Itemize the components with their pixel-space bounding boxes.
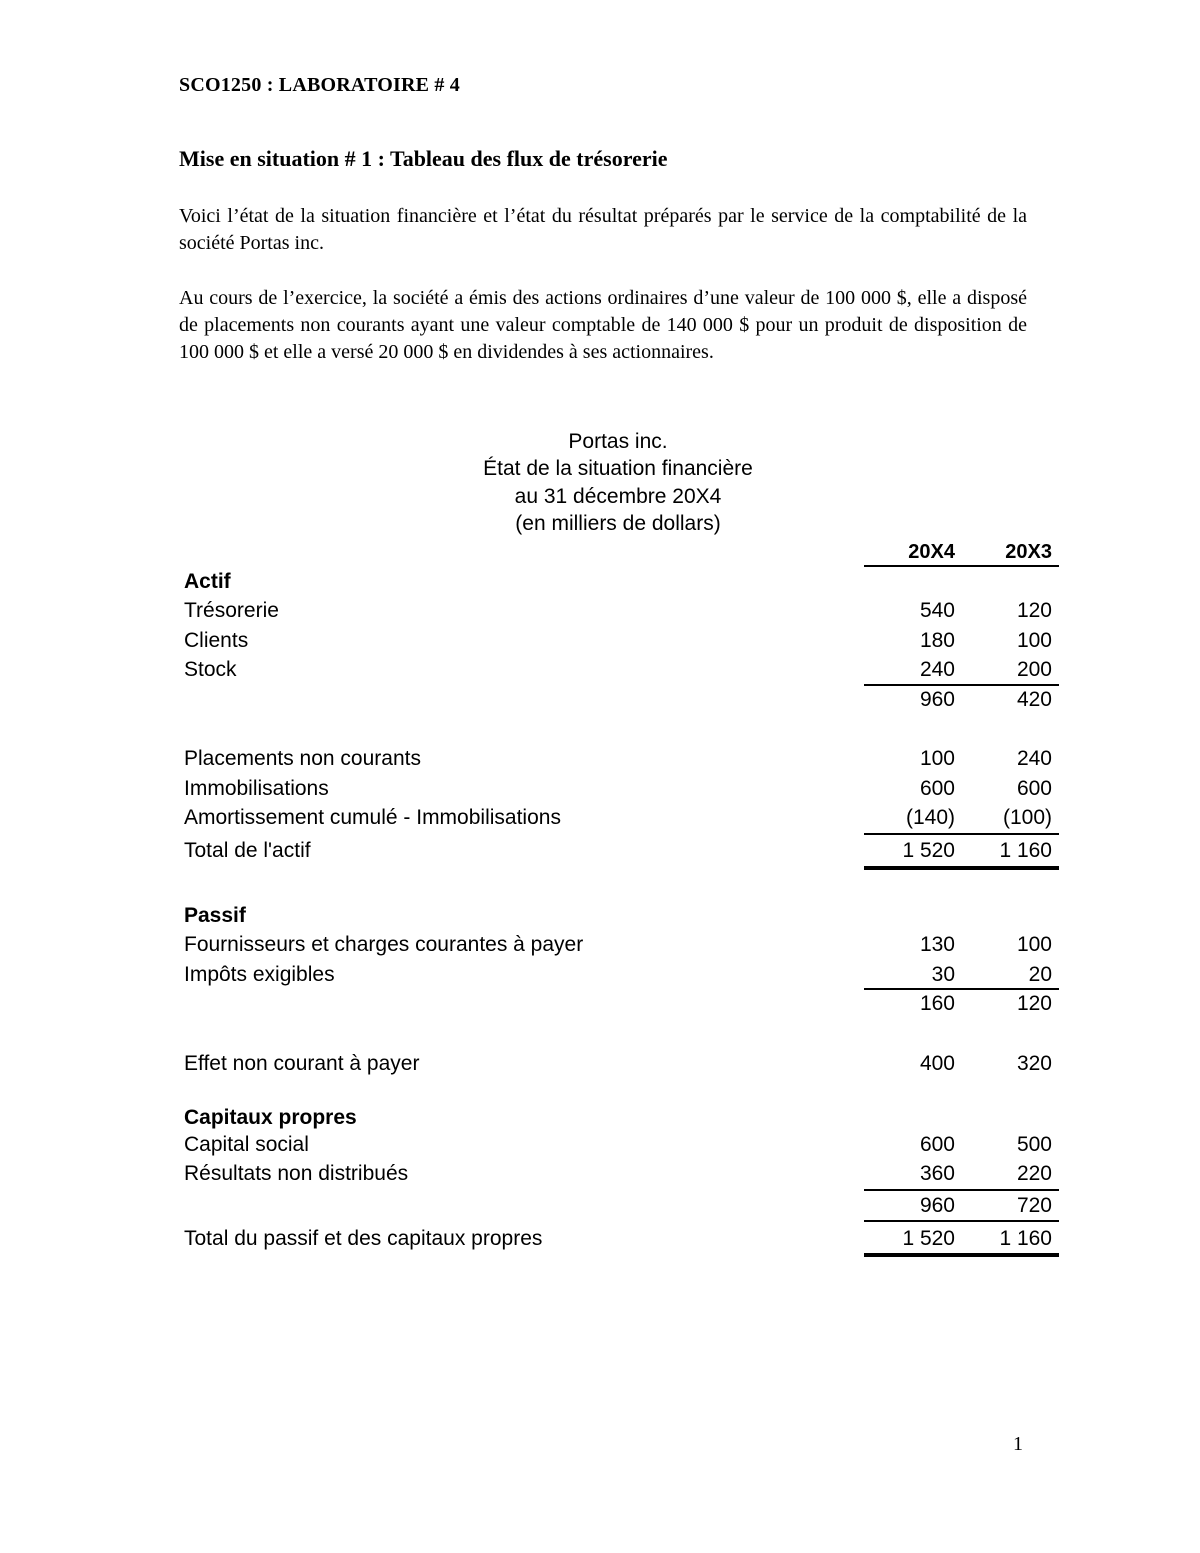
value-total-passif-capitaux-20x3: 1 160: [999, 1227, 1052, 1250]
statement-date: au 31 décembre 20X4: [514, 485, 722, 508]
subtotal-rule: [864, 684, 1059, 686]
section-heading-capitaux: Capitaux propres: [184, 1106, 357, 1129]
total-passif-double-rule: [864, 1253, 1059, 1257]
value-immobilisations-20x3: 600: [1016, 777, 1052, 800]
row-label-placements: Placements non courants: [184, 747, 421, 770]
row-label-clients: Clients: [184, 629, 249, 652]
section-title: Mise en situation # 1 : Tableau des flux de trésorerie: [179, 146, 668, 171]
statement-title: État de la situation financière: [483, 457, 753, 480]
row-label-tresorerie: Trésorerie: [184, 599, 279, 622]
value-impots-20x4: 30: [931, 963, 955, 986]
column-header-20x3: 20X3: [1005, 541, 1052, 563]
value-capitaux-subtotal-20x3: 720: [1016, 1194, 1052, 1217]
value-amortissement-20x4: (140): [905, 806, 955, 829]
row-label-immobilisations: Immobilisations: [184, 777, 329, 800]
context-paragraph: Au cours de l’exercice, la société a émis des actions ordinaires d’une valeur de 100 000 $, elle a disposé de placements non courants ayant une valeur comptable de 140 000 $ pour un produit de disposition de 100 000 $ et elle a versé 20 000 $ en dividendes à ses actionnaires.: [179, 287, 1027, 363]
statement-unit: (en milliers de dollars): [515, 512, 721, 535]
value-resultats-20x4: 360: [919, 1162, 955, 1185]
value-actif-courant-subtotal-20x4: 960: [919, 688, 955, 711]
value-impots-20x3: 20: [1028, 963, 1052, 986]
value-capital-20x4: 600: [919, 1133, 955, 1156]
value-tresorerie-20x3: 120: [1016, 599, 1052, 622]
value-effet-20x3: 320: [1016, 1052, 1052, 1075]
column-header-20x4: 20X4: [908, 541, 955, 563]
total-rule-20x4: [864, 833, 962, 835]
value-resultats-20x3: 220: [1016, 1162, 1052, 1185]
value-tresorerie-20x4: 540: [919, 599, 955, 622]
row-label-stock: Stock: [184, 658, 237, 681]
value-passif-courant-subtotal-20x4: 160: [919, 992, 955, 1015]
row-label-total-actif: Total de l'actif: [184, 839, 311, 862]
row-label-fournisseurs: Fournisseurs et charges courantes à payer: [184, 933, 584, 956]
page-number: 1: [1013, 1433, 1023, 1455]
total-rule-20x3: [962, 833, 1059, 835]
subtotal-rule: [864, 1189, 1059, 1191]
value-passif-courant-subtotal-20x3: 120: [1016, 992, 1052, 1015]
row-label-capital: Capital social: [184, 1133, 309, 1156]
section-heading-actif: Actif: [184, 570, 231, 593]
value-total-actif-20x4: 1 520: [902, 839, 955, 862]
value-clients-20x3: 100: [1016, 629, 1052, 652]
value-amortissement-20x3: (100): [1002, 806, 1052, 829]
total-actif-double-rule: [864, 866, 1059, 870]
row-label-impots: Impôts exigibles: [184, 963, 335, 986]
column-header-underline: [864, 565, 1059, 567]
value-effet-20x4: 400: [919, 1052, 955, 1075]
statement-company: Portas inc.: [568, 430, 668, 453]
row-label-effet: Effet non courant à payer: [184, 1052, 420, 1075]
value-placements-20x4: 100: [919, 747, 955, 770]
subtotal-rule: [864, 1220, 1059, 1222]
value-fournisseurs-20x3: 100: [1016, 933, 1052, 956]
value-actif-courant-subtotal-20x3: 420: [1016, 688, 1052, 711]
value-fournisseurs-20x4: 130: [919, 933, 955, 956]
value-capital-20x3: 500: [1016, 1133, 1052, 1156]
document-header: SCO1250 : LABORATOIRE # 4: [179, 74, 460, 96]
row-label-resultats: Résultats non distribués: [184, 1162, 409, 1185]
value-placements-20x3: 240: [1016, 747, 1052, 770]
value-immobilisations-20x4: 600: [919, 777, 955, 800]
value-total-passif-capitaux-20x4: 1 520: [902, 1227, 955, 1250]
intro-paragraph: Voici l’état de la situation financière et l’état du résultat préparés par le service de la comptabilité de la société Portas inc.: [179, 205, 1027, 254]
subtotal-rule: [864, 988, 1059, 990]
row-label-total-passif-capitaux: Total du passif et des capitaux propres: [184, 1227, 543, 1250]
value-total-actif-20x3: 1 160: [999, 839, 1052, 862]
value-stock-20x4: 240: [919, 658, 955, 681]
row-label-amortissement: Amortissement cumulé - Immobilisations: [184, 806, 561, 829]
value-clients-20x4: 180: [919, 629, 955, 652]
value-capitaux-subtotal-20x4: 960: [919, 1194, 955, 1217]
section-heading-passif: Passif: [184, 904, 246, 927]
value-stock-20x3: 200: [1016, 658, 1052, 681]
